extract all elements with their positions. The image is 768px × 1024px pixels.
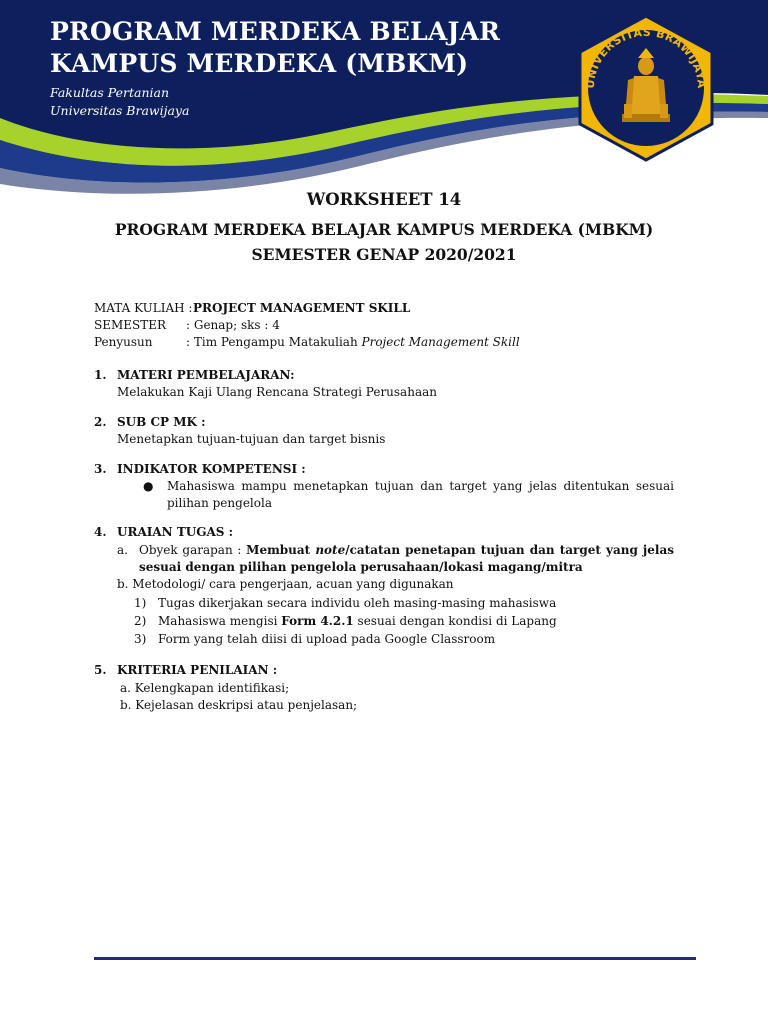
course-label: MATA KULIAH : xyxy=(94,301,193,315)
bullet-icon: ● xyxy=(143,479,154,493)
section-number: 5. xyxy=(94,663,107,677)
footer-divider xyxy=(94,957,696,960)
section-heading: KRITERIA PENILAIAN : xyxy=(117,663,278,677)
step-text: Form yang telah diisi di upload pada Google Classroom xyxy=(158,632,496,646)
item-a-line2: sesuai dengan pilihan pengelola perusahaan/lokasi magang/mitra xyxy=(139,560,583,574)
item-a-line1: Obyek garapan : Membuat note/catatan penetapan tujuan dan target yang jelas xyxy=(139,543,674,557)
section-number: 4. xyxy=(94,525,107,539)
step-number: 2) xyxy=(134,614,147,628)
section-heading: SUB CP MK : xyxy=(117,415,206,429)
bullet-text-line2: pilihan pengelola xyxy=(167,496,272,510)
worksheet-title: WORKSHEET 14 xyxy=(306,190,462,209)
section-number: 1. xyxy=(94,368,107,382)
item-b-line: b. Metodologi/ cara pengerjaan, acuan yang digunakan xyxy=(117,577,454,591)
banner-faculty: Fakultas Pertanian xyxy=(50,85,170,100)
author-value: : Tim Pengampu Matakuliah Project Management Skill xyxy=(186,335,520,349)
university-logo xyxy=(572,14,720,162)
author-label: Penyusun xyxy=(94,335,153,349)
section-body: Menetapkan tujuan-tujuan dan target bisnis xyxy=(117,432,386,446)
step-number: 1) xyxy=(134,596,147,610)
step-number: 3) xyxy=(134,632,147,646)
step-text: Mahasiswa mengisi Form 4.2.1 sesuai dengan kondisi di Lapang xyxy=(158,614,557,628)
banner-university: Universitas Brawijaya xyxy=(50,103,190,118)
section-heading: INDIKATOR KOMPETENSI : xyxy=(117,462,306,476)
criteria-item: b. Kejelasan deskripsi atau penjelasan; xyxy=(120,698,358,712)
bullet-text-line1: Mahasiswa mampu menetapkan tujuan dan target yang jelas ditentukan sesuai xyxy=(167,479,674,493)
section-heading: MATERI PEMBELAJARAN: xyxy=(117,368,295,382)
section-heading: URAIAN TUGAS : xyxy=(117,525,234,539)
item-a-label: a. xyxy=(117,543,128,557)
semester-label: SEMESTER xyxy=(94,318,167,332)
step-text: Tugas dikerjakan secara individu oleh masing-masing mahasiswa xyxy=(158,596,557,610)
criteria-item: a. Kelengkapan identifikasi; xyxy=(120,681,290,695)
banner-title: PROGRAM MERDEKA BELAJAR KAMPUS MERDEKA (MBKM) xyxy=(50,17,501,78)
section-body: Melakukan Kaji Ulang Rencana Strategi Perusahaan xyxy=(117,385,437,399)
section-number: 2. xyxy=(94,415,107,429)
program-title: PROGRAM MERDEKA BELAJAR KAMPUS MERDEKA (MBKM) xyxy=(114,220,654,239)
semester-value: : Genap; sks : 4 xyxy=(186,318,280,332)
svg-text:UNIVERSITAS BRAWIJAYA: UNIVERSITAS BRAWIJAYA xyxy=(583,25,709,89)
course-value: PROJECT MANAGEMENT SKILL xyxy=(193,301,411,315)
semester-title: SEMESTER GENAP 2020/2021 xyxy=(251,245,517,264)
section-number: 3. xyxy=(94,462,107,476)
